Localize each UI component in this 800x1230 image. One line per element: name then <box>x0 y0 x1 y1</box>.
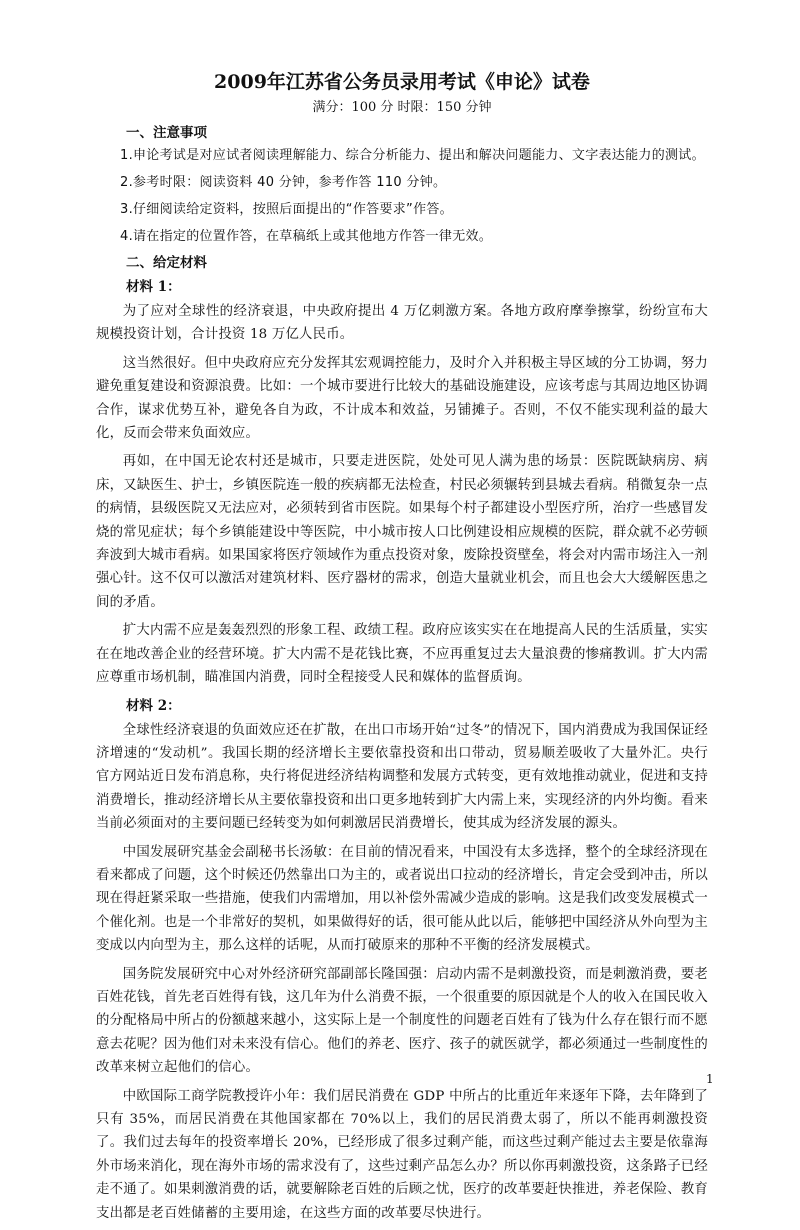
material-1-paragraph-4: 扩大内需不应是轰轰烈烈的形象工程、政绩工程。政府应该实实在在地提高人民的生活质量，实实在在地改善企业的经营环境。扩大内需不是花钱比赛，不应再重复过去大量浪费的惨痛教训。扩大内需应尊重市场机制，瞄准国内消费，同时全程接受人民和媒体的监督质询。 <box>96 623 708 686</box>
material-2-paragraph-1: 全球性经济衰退的负面效应还在扩散，在出口市场开始“过冬”的情况下，国内消费成为我国保证经济增速的“发动机”。我国长期的经济增长主要依靠投资和出口带动，贸易顺差吸收了大量外汇。央行官方网站近日发布消息称，央行将促进经济结构调整和发展方式转变，更有效地推动就业，促进和支持消费增长，推动经济增长从主要依靠投资和出口更多地转到扩大内需上来，实现经济的内外均衡。看来当前必须面对的主要问题已经转变为如何刺激居民消费增长，使其成为经济发展的源头。 <box>96 722 708 832</box>
notice-item-3: 3.仔细阅读给定资料，按照后面提出的“作答要求”作答。 <box>120 202 453 217</box>
material-1-paragraph-3: 再如，在中国无论农村还是城市，只要走进医院，处处可见人满为患的场景：医院既缺病房、病床，又缺医生、护士，乡镇医院连一般的疾病都无法检查，村民必须辗转到县城去看病。稍微复杂一点的病情，县级医院又无法应对，必须转到省市医院。如果每个村子都建设小型医疗所，治疗一些感冒发烧的常见症状；每个乡镇能建设中等医院，中小城市按人口比例建设相应规模的医院，群众就不必劳顿奔波到大城市看病。如果国家将医疗领域作为重点投资对象，废除投资壁垒，将会对内需市场注入一剂强心针。这不仅可以激活对建筑材料、医疗器材的需求，创造大量就业机会，而且也会大大缓解医患之间的矛盾。 <box>96 454 708 610</box>
page-title: 2009年江苏省公务员录用考试《申论》试卷 <box>214 71 590 93</box>
material-2-paragraph-4: 中欧国际工商学院教授许小年：我们居民消费在 GDP 中所占的比重近年来逐年下降，去年降到了只有 35%，而居民消费在其他国家都在 70%以上，我们的居民消费太弱了，所以不能再刺激投资了。我们过去每年的投资率增长 20%，已经形成了很多过剩产能，而这些过剩产能过去主要是依靠海外市场来消化，现在海外市场的需求没有了，这些过剩产品怎么办？所以你再刺激投资，这条路子已经走不通了。如果刺激消费的话，就要解除老百姓的后顾之忧，医疗的改革要赶快推进，养老保险、教育支出都是老百姓储蓄的主要用途，在这些方面的改革要尽快进行。 <box>96 1088 708 1221</box>
material-2-paragraph-3: 国务院发展研究中心对外经济研究部副部长隆国强：启动内需不是刺激投资，而是刺激消费，要老百姓花钱，首先老百姓得有钱，这几年为什么消费不振，一个很重要的原因就是个人的收入在国民收入的分配格局中所占的份额越来越小，这实际上是一个制度性的问题老百姓有了钱为什么存在银行而不愿意去花呢？因为他们对未来没有信心。他们的养老、医疗、孩子的就医就学，都必须通过一些制度性的改革来树立起他们的信心。 <box>96 966 708 1076</box>
notice-heading: 一、注意事项 <box>126 125 207 141</box>
page-number: 1 <box>706 1072 714 1086</box>
exam-info: 满分：100 分 时限：150 分钟 <box>312 100 492 115</box>
material-1-label: 材料 1： <box>126 279 181 295</box>
materials-heading: 二、给定材料 <box>126 255 207 271</box>
notice-item-2: 2.参考时限：阅读资料 40 分钟，参考作答 110 分钟。 <box>120 175 447 190</box>
notice-item-4: 4.请在指定的位置作答，在草稿纸上或其他地方作答一律无效。 <box>120 229 493 244</box>
material-2-label: 材料 2： <box>126 697 181 714</box>
notice-item-1: 1.申论考试是对应试者阅读理解能力、综合分析能力、提出和解决问题能力、文字表达能力的测试。 <box>120 148 705 163</box>
material-2-paragraph-2: 中国发展研究基金会副秘书长汤敏：在目前的情况看来，中国没有太多选择，整个的全球经济现在看来都成了问题，这个时候还仍然靠出口为主的，或者说出口拉动的经济增长，肯定会受到冲击，所以现在得赶紧采取一些措施，使我们内需增加，用以补偿外需减少造成的影响。这是我们改变发展模式一个催化剂。也是一个非常好的契机，如果做得好的话，很可能从此以后，能够把中国经济从外向型为主变成以内向型为主，那么这样的话呢，从而打破原来的那种不平衡的经济发展模式。 <box>96 844 708 954</box>
material-1-paragraph-1: 为了应对全球性的经济衰退，中央政府提出 4 万亿刺激方案。各地方政府摩拳擦掌，纷纷宣布大规模投资计划，合计投资 18 万亿人民币。 <box>96 304 708 343</box>
material-1-paragraph-2: 这当然很好。但中央政府应充分发挥其宏观调控能力，及时介入并积极主导区域的分工协调，努力避免重复建设和资源浪费。比如：一个城市要进行比较大的基础设施建设，应该考虑与其周边地区协调合作，谋求优势互补，避免各自为政，不计成本和效益，另铺摊子。否则，不仅不能实现利益的最大化，反而会带来负面效应。 <box>96 355 708 442</box>
document-page <box>96 70 708 1230</box>
